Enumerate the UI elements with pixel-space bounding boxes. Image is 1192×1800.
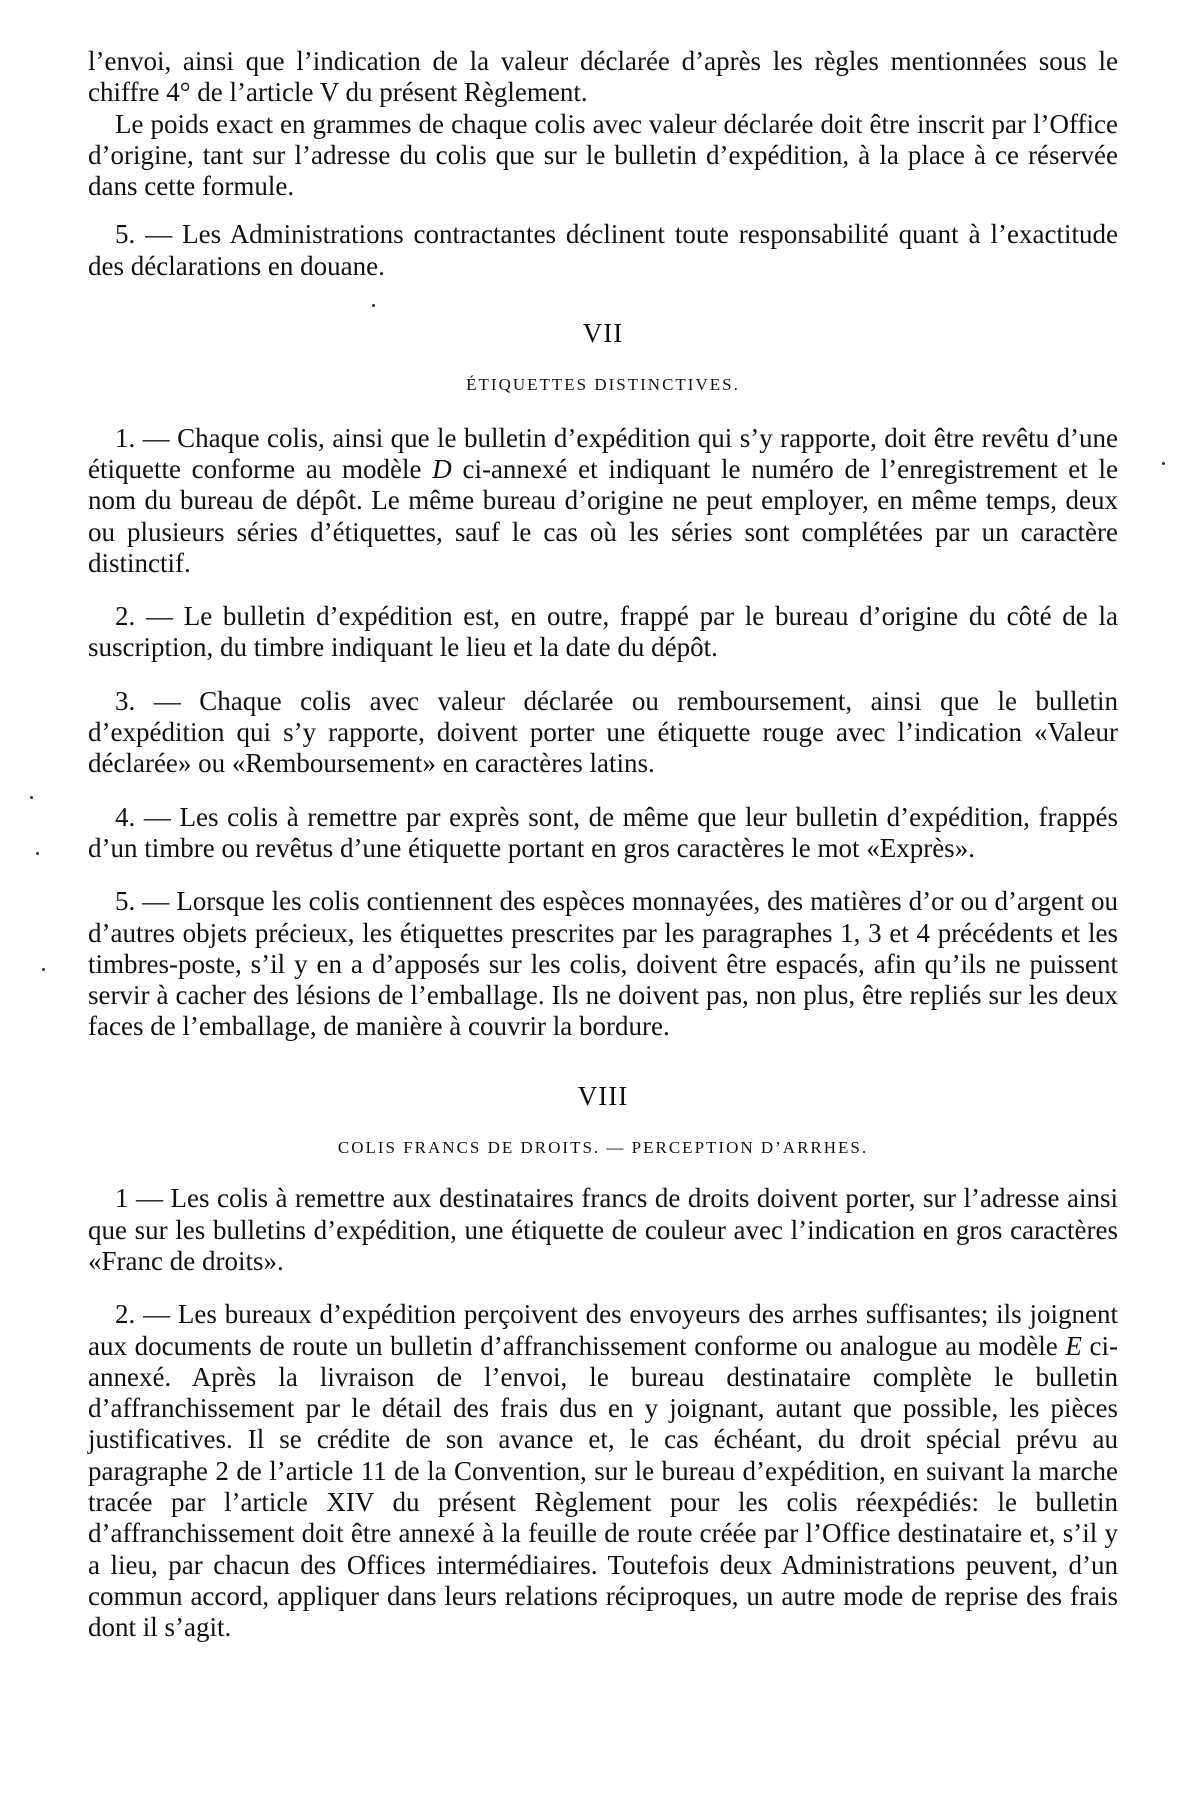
paragraph-vii-3: 3. — Chaque colis avec valeur déclarée ou remboursement, ainsi que le bulletin d’expédition qui s’y rapporte, doivent porter une étiquette rouge avec l’indication «Valeur déclarée» ou «Remboursement» en caractères latins. [88,685,1118,779]
paragraph-continuation: l’envoi, ainsi que l’indication de la valeur déclarée d’après les règles mentionnées sous le chiffre 4° de l’article V du présent Règlement. [88,46,1118,108]
paragraph-poids-exact: Le poids exact en grammes de chaque colis avec valeur déclarée doit être inscrit par l’Office d’origine, tant sur l’adresse du colis que sur le bulletin d’expédition, à la place à ce réservée dans cette formule. [88,108,1118,202]
scan-speck [1162,462,1165,465]
section-title-etiquettes: ÉTIQUETTES DISTINCTIVES. [466,375,740,395]
section-number-viii: VIII [577,1080,629,1111]
section-title-colis-francs: COLIS FRANCS DE DROITS. — PERCEPTION D’ARRHES. [337,1138,869,1158]
paragraph-douane: 5. — Les Administrations contractantes déclinent toute responsabilité quant à l’exactitude des déclarations en douane. [88,219,1118,281]
paragraph-viii-2 [88,1299,1118,1643]
section-number-vii: VII [582,318,624,349]
paragraph-vii-5: 5. — Lorsque les colis contiennent des espèces monnayées, des matières d’or ou d’argent ou d’autres objets précieux, les étiquettes prescrites par les paragraphes 1, 3 et 4 précédents et les timbres-poste, s’il y en a d’apposés sur les colis, doivent être espacés, afin qu’ils ne puissent servir à cacher des lésions de l’emballage. Ils ne doivent pas, non plus, être repliés sur les deux faces de l’emballage, de manière à couvrir la bordure. [88,886,1118,1042]
paragraph-vii-4: 4. — Les colis à remettre par exprès sont, de même que leur bulletin d’expédition, frappés d’un timbre ou revêtus d’une étiquette portant en gros caractères le mot «Exprès». [88,801,1118,863]
scan-speck [36,852,39,855]
paragraph-vii-1 [88,423,1118,579]
document-page [88,46,1118,1643]
paragraph-vii-2: 2. — Le bulletin d’expédition est, en outre, frappé par le bureau d’origine du côté de la suscription, du timbre indiquant le lieu et la date du dépôt. [88,601,1118,663]
scan-speck [372,304,375,307]
paragraph-viii-2-text: 2. — Les bureaux d’expédition perçoivent des envoyeurs des arrhes suffisantes; ils joignent aux documents de route un bulletin d’affranchissement conforme ou analogue au modèle E ci-annexé. Après la livraison de l’envoi, le bureau destinataire complète le bulletin d’affranchissement par le détail des frais dus en y joignant, autant que possible, les pièces justificatives. Il se crédite de son avance et, le cas échéant, du droit spécial prévu au paragraphe 2 de l’article 11 de la Convention, sur le bureau d’expédition, en suivant la marche tracée par l’article XIV du présent Règlement pour les colis réexpédiés: le bulletin d’affranchissement doit être annexé à la feuille de route créée par l’Office destinataire et, s’il y a lieu, par chacun des Offices intermédiaires. Toutefois deux Administrations peuvent, d’un commun accord, appliquer dans leurs relations réciproques, un autre mode de reprise des frais dont il s’agit. [88,1299,1118,1643]
paragraph-viii-1: 1 — Les colis à remettre aux destinataires francs de droits doivent porter, sur l’adresse ainsi que sur les bulletins d’expédition, une étiquette de couleur avec l’indication en gros caractères «Franc de droits». [88,1183,1118,1276]
scan-speck [30,796,33,799]
paragraph-vii-1-text: 1. — Chaque colis, ainsi que le bulletin d’expédition qui s’y rapporte, doit être revêtu d’une étiquette conforme au modèle D ci-annexé et indiquant le numéro de l’enregistrement et le nom du bureau de dépôt. Le même bureau d’origine ne peut employer, en même temps, deux ou plusieurs séries d’étiquettes, sauf le cas où les séries sont complétées par un caractère distinctif. [88,422,1118,578]
scan-speck [42,968,45,971]
